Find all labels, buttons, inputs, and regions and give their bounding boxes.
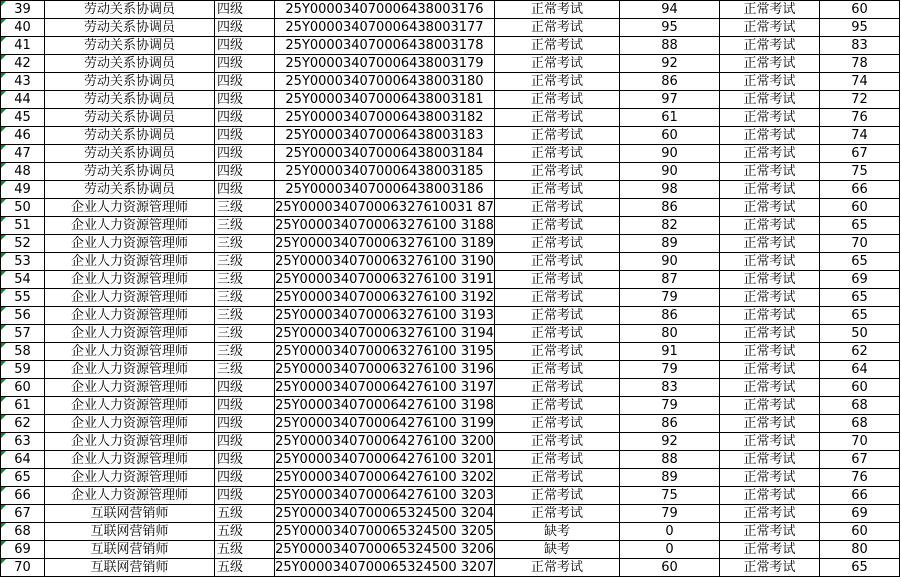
second-exam-score-cell[interactable]: 69 bbox=[820, 505, 900, 523]
second-exam-score-cell[interactable]: 76 bbox=[820, 109, 900, 127]
second-exam-status-cell[interactable]: 正常考试 bbox=[720, 451, 820, 469]
level-cell[interactable]: 五级 bbox=[215, 523, 275, 541]
ticket-number-cell[interactable]: 25Y0000340700063276100 3195 bbox=[275, 344, 494, 359]
exam-status-cell[interactable]: 正常考试 bbox=[495, 487, 620, 505]
level-cell[interactable]: 三级 bbox=[215, 235, 275, 253]
table-row bbox=[1, 487, 900, 505]
job-title-cell[interactable]: 企业人力资源管理师 bbox=[45, 397, 215, 415]
table-row bbox=[1, 271, 900, 289]
second-exam-status-cell[interactable]: 正常考试 bbox=[720, 271, 820, 289]
job-title-cell[interactable]: 企业人力资源管理师 bbox=[45, 253, 215, 271]
job-title-cell[interactable]: 企业人力资源管理师 bbox=[45, 433, 215, 451]
ticket-number-cell[interactable]: 25Y0000340700063276100 3188 bbox=[275, 218, 494, 233]
exam-status-cell[interactable]: 正常考试 bbox=[495, 127, 620, 145]
exam-status-cell[interactable]: 正常考试 bbox=[495, 361, 620, 379]
second-exam-score-cell[interactable]: 66 bbox=[820, 487, 900, 505]
level-cell[interactable]: 三级 bbox=[215, 253, 275, 271]
level-cell[interactable]: 四级 bbox=[215, 469, 275, 487]
table-row bbox=[1, 307, 900, 325]
job-title-cell[interactable]: 企业人力资源管理师 bbox=[45, 307, 215, 325]
exam-score-cell[interactable]: 75 bbox=[620, 487, 720, 505]
table-row bbox=[1, 163, 900, 181]
level-cell[interactable]: 五级 bbox=[215, 559, 275, 577]
second-exam-status-cell[interactable]: 正常考试 bbox=[720, 145, 820, 163]
row-number-cell[interactable]: 68 bbox=[1, 523, 45, 541]
exam-score-cell[interactable]: 98 bbox=[620, 181, 720, 199]
row-number-cell[interactable]: 67 bbox=[1, 505, 45, 523]
ticket-number-cell[interactable]: 25Y0000340700064276100 3199 bbox=[275, 416, 494, 431]
table-row bbox=[1, 559, 900, 577]
ticket-number-cell[interactable]: 25Y000034070006438003182 bbox=[275, 109, 495, 127]
exam-status-cell[interactable]: 正常考试 bbox=[495, 505, 620, 523]
second-exam-score-cell[interactable]: 78 bbox=[820, 55, 900, 73]
second-exam-score-cell[interactable]: 60 bbox=[820, 523, 900, 541]
table-row bbox=[1, 469, 900, 487]
row-number-cell[interactable]: 51 bbox=[1, 217, 45, 235]
second-exam-score-cell[interactable]: 75 bbox=[820, 163, 900, 181]
ticket-number-cell[interactable]: 25Y0000340700063276100 3190 bbox=[275, 254, 494, 269]
second-exam-score-cell[interactable]: 67 bbox=[820, 145, 900, 163]
table-row bbox=[1, 1, 900, 19]
level-cell[interactable]: 四级 bbox=[215, 181, 275, 199]
job-title-cell[interactable]: 企业人力资源管理师 bbox=[45, 343, 215, 361]
ticket-number-cell[interactable]: 25Y000034070006438003179 bbox=[275, 55, 495, 73]
table-row bbox=[1, 451, 900, 469]
job-title-cell[interactable]: 企业人力资源管理师 bbox=[45, 487, 215, 505]
job-title-cell[interactable]: 劳动关系协调员 bbox=[45, 181, 215, 199]
second-exam-status-cell[interactable]: 正常考试 bbox=[720, 37, 820, 55]
ticket-number-cell[interactable]: 25Y000034070006438003184 bbox=[275, 145, 495, 163]
job-title-cell[interactable]: 企业人力资源管理师 bbox=[45, 361, 215, 379]
level-cell[interactable]: 四级 bbox=[215, 487, 275, 505]
row-number-cell[interactable]: 54 bbox=[1, 271, 45, 289]
level-cell[interactable]: 四级 bbox=[215, 109, 275, 127]
exam-score-cell[interactable]: 92 bbox=[620, 433, 720, 451]
ticket-number-cell[interactable]: 25Y000034070006438003177 bbox=[275, 19, 495, 37]
ticket-number-cell[interactable]: 25Y0000340700064276100 3201 bbox=[275, 452, 494, 467]
level-cell[interactable]: 五级 bbox=[215, 541, 275, 559]
table-row bbox=[1, 397, 900, 415]
exam-score-cell[interactable]: 79 bbox=[620, 505, 720, 523]
second-exam-status-cell[interactable]: 正常考试 bbox=[720, 343, 820, 361]
second-exam-score-cell[interactable]: 65 bbox=[820, 253, 900, 271]
ticket-number-cell[interactable]: 25Y0000340700063276100 3196 bbox=[275, 362, 494, 377]
exam-status-cell[interactable]: 正常考试 bbox=[495, 199, 620, 217]
ticket-number-cell[interactable]: 25Y0000340700064276100 3202 bbox=[275, 470, 494, 485]
table-row bbox=[1, 127, 900, 145]
exam-score-cell[interactable]: 95 bbox=[620, 19, 720, 37]
table-row bbox=[1, 235, 900, 253]
level-cell[interactable]: 三级 bbox=[215, 361, 275, 379]
row-number-cell[interactable]: 65 bbox=[1, 469, 45, 487]
level-cell[interactable]: 四级 bbox=[215, 1, 275, 19]
exam-status-cell[interactable]: 正常考试 bbox=[495, 19, 620, 37]
level-cell[interactable]: 四级 bbox=[215, 145, 275, 163]
exam-score-cell[interactable]: 90 bbox=[620, 145, 720, 163]
second-exam-status-cell[interactable]: 正常考试 bbox=[720, 109, 820, 127]
exam-score-cell[interactable]: 94 bbox=[620, 1, 720, 19]
ticket-number-cell[interactable]: 25Y0000340700063276100 3191 bbox=[275, 272, 494, 287]
table-row bbox=[1, 91, 900, 109]
job-title-cell[interactable]: 劳动关系协调员 bbox=[45, 145, 215, 163]
second-exam-score-cell[interactable]: 60 bbox=[820, 379, 900, 397]
ticket-number-cell[interactable]: 25Y000034070006438003176 bbox=[275, 1, 495, 19]
row-number-cell[interactable]: 64 bbox=[1, 451, 45, 469]
exam-score-cell[interactable]: 79 bbox=[620, 289, 720, 307]
second-exam-score-cell[interactable]: 68 bbox=[820, 397, 900, 415]
exam-score-cell[interactable]: 91 bbox=[620, 343, 720, 361]
job-title-cell[interactable]: 企业人力资源管理师 bbox=[45, 217, 215, 235]
level-cell[interactable]: 三级 bbox=[215, 343, 275, 361]
exam-status-cell[interactable]: 正常考试 bbox=[495, 397, 620, 415]
second-exam-score-cell[interactable]: 74 bbox=[820, 127, 900, 145]
table-row bbox=[1, 361, 900, 379]
second-exam-status-cell[interactable]: 正常考试 bbox=[720, 289, 820, 307]
second-exam-status-cell[interactable]: 正常考试 bbox=[720, 397, 820, 415]
ticket-number-cell[interactable]: 25Y000034070006438003183 bbox=[275, 127, 495, 145]
exam-status-cell[interactable]: 正常考试 bbox=[495, 307, 620, 325]
table-row bbox=[1, 379, 900, 397]
table-row bbox=[1, 433, 900, 451]
exam-status-cell[interactable]: 正常考试 bbox=[495, 379, 620, 397]
row-number-cell[interactable]: 43 bbox=[1, 73, 45, 91]
level-cell[interactable]: 五级 bbox=[215, 505, 275, 523]
second-exam-score-cell[interactable]: 64 bbox=[820, 361, 900, 379]
job-title-cell[interactable]: 劳动关系协调员 bbox=[45, 1, 215, 19]
job-title-cell[interactable]: 劳动关系协调员 bbox=[45, 109, 215, 127]
table-row bbox=[1, 199, 900, 217]
ticket-number-cell[interactable]: 25Y000034070006438003181 bbox=[275, 91, 495, 109]
exam-status-cell[interactable]: 正常考试 bbox=[495, 451, 620, 469]
exam-status-cell[interactable]: 正常考试 bbox=[495, 235, 620, 253]
row-number-cell[interactable]: 52 bbox=[1, 235, 45, 253]
job-title-cell[interactable]: 互联网营销师 bbox=[45, 505, 215, 523]
exam-score-cell[interactable]: 80 bbox=[620, 325, 720, 343]
exam-score-cell[interactable]: 86 bbox=[620, 73, 720, 91]
row-number-cell[interactable]: 42 bbox=[1, 55, 45, 73]
second-exam-status-cell[interactable]: 正常考试 bbox=[720, 523, 820, 541]
second-exam-status-cell[interactable]: 正常考试 bbox=[720, 199, 820, 217]
level-cell[interactable]: 三级 bbox=[215, 217, 275, 235]
second-exam-score-cell[interactable]: 65 bbox=[820, 307, 900, 325]
exam-status-cell[interactable]: 正常考试 bbox=[495, 469, 620, 487]
second-exam-status-cell[interactable]: 正常考试 bbox=[720, 541, 820, 559]
exam-score-cell[interactable]: 82 bbox=[620, 217, 720, 235]
table-row bbox=[1, 505, 900, 523]
exam-score-cell[interactable]: 61 bbox=[620, 109, 720, 127]
row-number-cell[interactable]: 56 bbox=[1, 307, 45, 325]
job-title-cell[interactable]: 互联网营销师 bbox=[45, 541, 215, 559]
row-number-cell[interactable]: 48 bbox=[1, 163, 45, 181]
level-cell[interactable]: 四级 bbox=[215, 415, 275, 433]
second-exam-status-cell[interactable]: 正常考试 bbox=[720, 19, 820, 37]
exam-status-cell[interactable]: 正常考试 bbox=[495, 559, 620, 577]
row-number-cell[interactable]: 46 bbox=[1, 127, 45, 145]
second-exam-status-cell[interactable]: 正常考试 bbox=[720, 433, 820, 451]
exam-score-cell[interactable]: 60 bbox=[620, 559, 720, 577]
exam-score-cell[interactable]: 88 bbox=[620, 37, 720, 55]
second-exam-score-cell[interactable]: 69 bbox=[820, 271, 900, 289]
exam-score-cell[interactable]: 90 bbox=[620, 163, 720, 181]
table-row bbox=[1, 109, 900, 127]
row-number-cell[interactable]: 60 bbox=[1, 379, 45, 397]
row-number-cell[interactable]: 47 bbox=[1, 145, 45, 163]
second-exam-score-cell[interactable]: 62 bbox=[820, 343, 900, 361]
job-title-cell[interactable]: 企业人力资源管理师 bbox=[45, 271, 215, 289]
exam-status-cell[interactable]: 正常考试 bbox=[495, 271, 620, 289]
row-number-cell[interactable]: 45 bbox=[1, 109, 45, 127]
exam-score-cell[interactable]: 86 bbox=[620, 415, 720, 433]
exam-status-cell[interactable]: 正常考试 bbox=[495, 145, 620, 163]
exam-score-cell[interactable]: 97 bbox=[620, 91, 720, 109]
row-number-cell[interactable]: 40 bbox=[1, 19, 45, 37]
exam-score-cell[interactable]: 0 bbox=[620, 541, 720, 559]
exam-status-cell[interactable]: 正常考试 bbox=[495, 217, 620, 235]
ticket-number-cell[interactable]: 25Y0000340700063276100 3193 bbox=[275, 308, 494, 323]
table-row bbox=[1, 289, 900, 307]
table-row bbox=[1, 343, 900, 361]
exam-status-cell[interactable]: 正常考试 bbox=[495, 37, 620, 55]
exam-score-cell[interactable]: 79 bbox=[620, 397, 720, 415]
row-number-cell[interactable]: 41 bbox=[1, 37, 45, 55]
second-exam-status-cell[interactable]: 正常考试 bbox=[720, 505, 820, 523]
exam-status-cell[interactable]: 正常考试 bbox=[495, 433, 620, 451]
table-row bbox=[1, 19, 900, 37]
ticket-number-cell[interactable]: 25Y0000340700065324500 3205 bbox=[275, 524, 494, 539]
level-cell[interactable]: 四级 bbox=[215, 37, 275, 55]
exam-score-cell[interactable]: 87 bbox=[620, 271, 720, 289]
row-number-cell[interactable]: 39 bbox=[1, 1, 45, 19]
ticket-number-cell[interactable]: 25Y0000340700064276100 3197 bbox=[275, 380, 494, 395]
ticket-number-cell[interactable]: 25Y0000340700065324500 3207 bbox=[275, 560, 494, 575]
second-exam-score-cell[interactable]: 70 bbox=[820, 235, 900, 253]
job-title-cell[interactable]: 企业人力资源管理师 bbox=[45, 379, 215, 397]
row-number-cell[interactable]: 44 bbox=[1, 91, 45, 109]
row-number-cell[interactable]: 55 bbox=[1, 289, 45, 307]
level-cell[interactable]: 四级 bbox=[215, 91, 275, 109]
table-row bbox=[1, 217, 900, 235]
table-row bbox=[1, 37, 900, 55]
exam-score-cell[interactable]: 90 bbox=[620, 253, 720, 271]
exam-score-cell[interactable]: 79 bbox=[620, 361, 720, 379]
table-row bbox=[1, 145, 900, 163]
second-exam-score-cell[interactable]: 74 bbox=[820, 73, 900, 91]
ticket-number-cell[interactable]: 25Y000034070006438003180 bbox=[275, 73, 495, 91]
exam-status-cell[interactable]: 正常考试 bbox=[495, 181, 620, 199]
exam-score-cell[interactable]: 83 bbox=[620, 379, 720, 397]
exam-status-cell[interactable]: 正常考试 bbox=[495, 163, 620, 181]
second-exam-score-cell[interactable]: 65 bbox=[820, 217, 900, 235]
job-title-cell[interactable]: 企业人力资源管理师 bbox=[45, 289, 215, 307]
job-title-cell[interactable]: 劳动关系协调员 bbox=[45, 19, 215, 37]
second-exam-status-cell[interactable]: 正常考试 bbox=[720, 217, 820, 235]
exam-status-cell[interactable]: 正常考试 bbox=[495, 289, 620, 307]
exam-status-cell[interactable]: 正常考试 bbox=[495, 343, 620, 361]
second-exam-status-cell[interactable]: 正常考试 bbox=[720, 469, 820, 487]
table-row bbox=[1, 73, 900, 91]
second-exam-status-cell[interactable]: 正常考试 bbox=[720, 127, 820, 145]
second-exam-score-cell[interactable]: 76 bbox=[820, 469, 900, 487]
second-exam-status-cell[interactable]: 正常考试 bbox=[720, 235, 820, 253]
level-cell[interactable]: 四级 bbox=[215, 451, 275, 469]
level-cell[interactable]: 三级 bbox=[215, 271, 275, 289]
second-exam-status-cell[interactable]: 正常考试 bbox=[720, 559, 820, 577]
second-exam-score-cell[interactable]: 66 bbox=[820, 181, 900, 199]
level-cell[interactable]: 四级 bbox=[215, 19, 275, 37]
second-exam-score-cell[interactable]: 68 bbox=[820, 415, 900, 433]
second-exam-score-cell[interactable]: 83 bbox=[820, 37, 900, 55]
level-cell[interactable]: 四级 bbox=[215, 73, 275, 91]
job-title-cell[interactable]: 劳动关系协调员 bbox=[45, 73, 215, 91]
level-cell[interactable]: 三级 bbox=[215, 325, 275, 343]
exam-score-cell[interactable]: 92 bbox=[620, 55, 720, 73]
second-exam-status-cell[interactable]: 正常考试 bbox=[720, 1, 820, 19]
row-number-cell[interactable]: 50 bbox=[1, 199, 45, 217]
exam-status-cell[interactable]: 正常考试 bbox=[495, 253, 620, 271]
exam-score-cell[interactable]: 89 bbox=[620, 469, 720, 487]
exam-status-cell[interactable]: 正常考试 bbox=[495, 91, 620, 109]
level-cell[interactable]: 四级 bbox=[215, 433, 275, 451]
table-row bbox=[1, 415, 900, 433]
ticket-number-cell[interactable]: 25Y000034070006438003185 bbox=[275, 163, 495, 181]
ticket-number-cell[interactable]: 25Y000034070006327610031 87 bbox=[275, 200, 494, 215]
second-exam-status-cell[interactable]: 正常考试 bbox=[720, 163, 820, 181]
ticket-number-cell[interactable]: 25Y0000340700064276100 3198 bbox=[275, 398, 494, 413]
row-number-cell[interactable]: 49 bbox=[1, 181, 45, 199]
row-number-cell[interactable]: 61 bbox=[1, 397, 45, 415]
ticket-number-cell[interactable]: 25Y0000340700063276100 3192 bbox=[275, 290, 494, 305]
job-title-cell[interactable]: 劳动关系协调员 bbox=[45, 37, 215, 55]
ticket-number-cell[interactable]: 25Y0000340700065324500 3204 bbox=[275, 506, 494, 521]
level-cell[interactable]: 三级 bbox=[215, 289, 275, 307]
second-exam-score-cell[interactable]: 80 bbox=[820, 541, 900, 559]
second-exam-status-cell[interactable]: 正常考试 bbox=[720, 415, 820, 433]
second-exam-status-cell[interactable]: 正常考试 bbox=[720, 487, 820, 505]
second-exam-score-cell[interactable]: 65 bbox=[820, 559, 900, 577]
job-title-cell[interactable]: 劳动关系协调员 bbox=[45, 163, 215, 181]
ticket-number-cell[interactable]: 25Y0000340700064276100 3200 bbox=[275, 434, 494, 449]
job-title-cell[interactable]: 企业人力资源管理师 bbox=[45, 235, 215, 253]
job-title-cell[interactable]: 企业人力资源管理师 bbox=[45, 325, 215, 343]
level-cell[interactable]: 四级 bbox=[215, 127, 275, 145]
job-title-cell[interactable]: 互联网营销师 bbox=[45, 523, 215, 541]
row-number-cell[interactable]: 69 bbox=[1, 541, 45, 559]
row-number-cell[interactable]: 58 bbox=[1, 343, 45, 361]
second-exam-score-cell[interactable]: 60 bbox=[820, 1, 900, 19]
job-title-cell[interactable]: 劳动关系协调员 bbox=[45, 55, 215, 73]
second-exam-score-cell[interactable]: 65 bbox=[820, 289, 900, 307]
exam-score-cell[interactable]: 86 bbox=[620, 199, 720, 217]
exam-status-cell[interactable]: 缺考 bbox=[495, 523, 620, 541]
level-cell[interactable]: 三级 bbox=[215, 307, 275, 325]
second-exam-status-cell[interactable]: 正常考试 bbox=[720, 379, 820, 397]
second-exam-status-cell[interactable]: 正常考试 bbox=[720, 181, 820, 199]
exam-score-cell[interactable]: 89 bbox=[620, 235, 720, 253]
exam-status-cell[interactable]: 正常考试 bbox=[495, 55, 620, 73]
table-row bbox=[1, 541, 900, 559]
row-number-cell[interactable]: 63 bbox=[1, 433, 45, 451]
table-row bbox=[1, 253, 900, 271]
ticket-number-cell[interactable]: 25Y000034070006438003186 bbox=[275, 181, 495, 199]
second-exam-status-cell[interactable]: 正常考试 bbox=[720, 361, 820, 379]
table-row bbox=[1, 325, 900, 343]
exam-score-cell[interactable]: 88 bbox=[620, 451, 720, 469]
level-cell[interactable]: 四级 bbox=[215, 55, 275, 73]
exam-status-cell[interactable]: 正常考试 bbox=[495, 415, 620, 433]
ticket-number-cell[interactable]: 25Y000034070006438003178 bbox=[275, 37, 495, 55]
second-exam-status-cell[interactable]: 正常考试 bbox=[720, 91, 820, 109]
exam-status-cell[interactable]: 正常考试 bbox=[495, 325, 620, 343]
table-row bbox=[1, 55, 900, 73]
ticket-number-cell[interactable]: 25Y0000340700063276100 3189 bbox=[275, 236, 494, 251]
ticket-number-cell[interactable]: 25Y0000340700065324500 3206 bbox=[275, 542, 494, 557]
row-number-cell[interactable]: 66 bbox=[1, 487, 45, 505]
job-title-cell[interactable]: 企业人力资源管理师 bbox=[45, 451, 215, 469]
row-number-cell[interactable]: 59 bbox=[1, 361, 45, 379]
second-exam-score-cell[interactable]: 70 bbox=[820, 433, 900, 451]
second-exam-score-cell[interactable]: 95 bbox=[820, 19, 900, 37]
row-number-cell[interactable]: 62 bbox=[1, 415, 45, 433]
row-number-cell[interactable]: 53 bbox=[1, 253, 45, 271]
second-exam-score-cell[interactable]: 50 bbox=[820, 325, 900, 343]
table-row bbox=[1, 181, 900, 199]
second-exam-score-cell[interactable]: 60 bbox=[820, 199, 900, 217]
row-number-cell[interactable]: 57 bbox=[1, 325, 45, 343]
second-exam-status-cell[interactable]: 正常考试 bbox=[720, 253, 820, 271]
level-cell[interactable]: 四级 bbox=[215, 163, 275, 181]
exam-status-cell[interactable]: 正常考试 bbox=[495, 73, 620, 91]
level-cell[interactable]: 四级 bbox=[215, 397, 275, 415]
exam-status-cell[interactable]: 正常考试 bbox=[495, 109, 620, 127]
job-title-cell[interactable]: 劳动关系协调员 bbox=[45, 127, 215, 145]
job-title-cell[interactable]: 企业人力资源管理师 bbox=[45, 415, 215, 433]
second-exam-status-cell[interactable]: 正常考试 bbox=[720, 325, 820, 343]
table-row bbox=[1, 523, 900, 541]
job-title-cell[interactable]: 企业人力资源管理师 bbox=[45, 199, 215, 217]
row-number-cell[interactable]: 70 bbox=[1, 559, 45, 577]
exam-score-cell[interactable]: 60 bbox=[620, 127, 720, 145]
job-title-cell[interactable]: 劳动关系协调员 bbox=[45, 91, 215, 109]
ticket-number-cell[interactable]: 25Y0000340700064276100 3203 bbox=[275, 488, 494, 503]
exam-score-cell[interactable]: 86 bbox=[620, 307, 720, 325]
second-exam-score-cell[interactable]: 72 bbox=[820, 91, 900, 109]
level-cell[interactable]: 三级 bbox=[215, 199, 275, 217]
second-exam-status-cell[interactable]: 正常考试 bbox=[720, 307, 820, 325]
second-exam-status-cell[interactable]: 正常考试 bbox=[720, 55, 820, 73]
job-title-cell[interactable]: 互联网营销师 bbox=[45, 559, 215, 577]
level-cell[interactable]: 四级 bbox=[215, 379, 275, 397]
ticket-number-cell[interactable]: 25Y0000340700063276100 3194 bbox=[275, 326, 494, 341]
job-title-cell[interactable]: 企业人力资源管理师 bbox=[45, 469, 215, 487]
exam-status-cell[interactable]: 缺考 bbox=[495, 541, 620, 559]
second-exam-score-cell[interactable]: 67 bbox=[820, 451, 900, 469]
second-exam-status-cell[interactable]: 正常考试 bbox=[720, 73, 820, 91]
exam-status-cell[interactable]: 正常考试 bbox=[495, 1, 620, 19]
exam-score-cell[interactable]: 0 bbox=[620, 523, 720, 541]
